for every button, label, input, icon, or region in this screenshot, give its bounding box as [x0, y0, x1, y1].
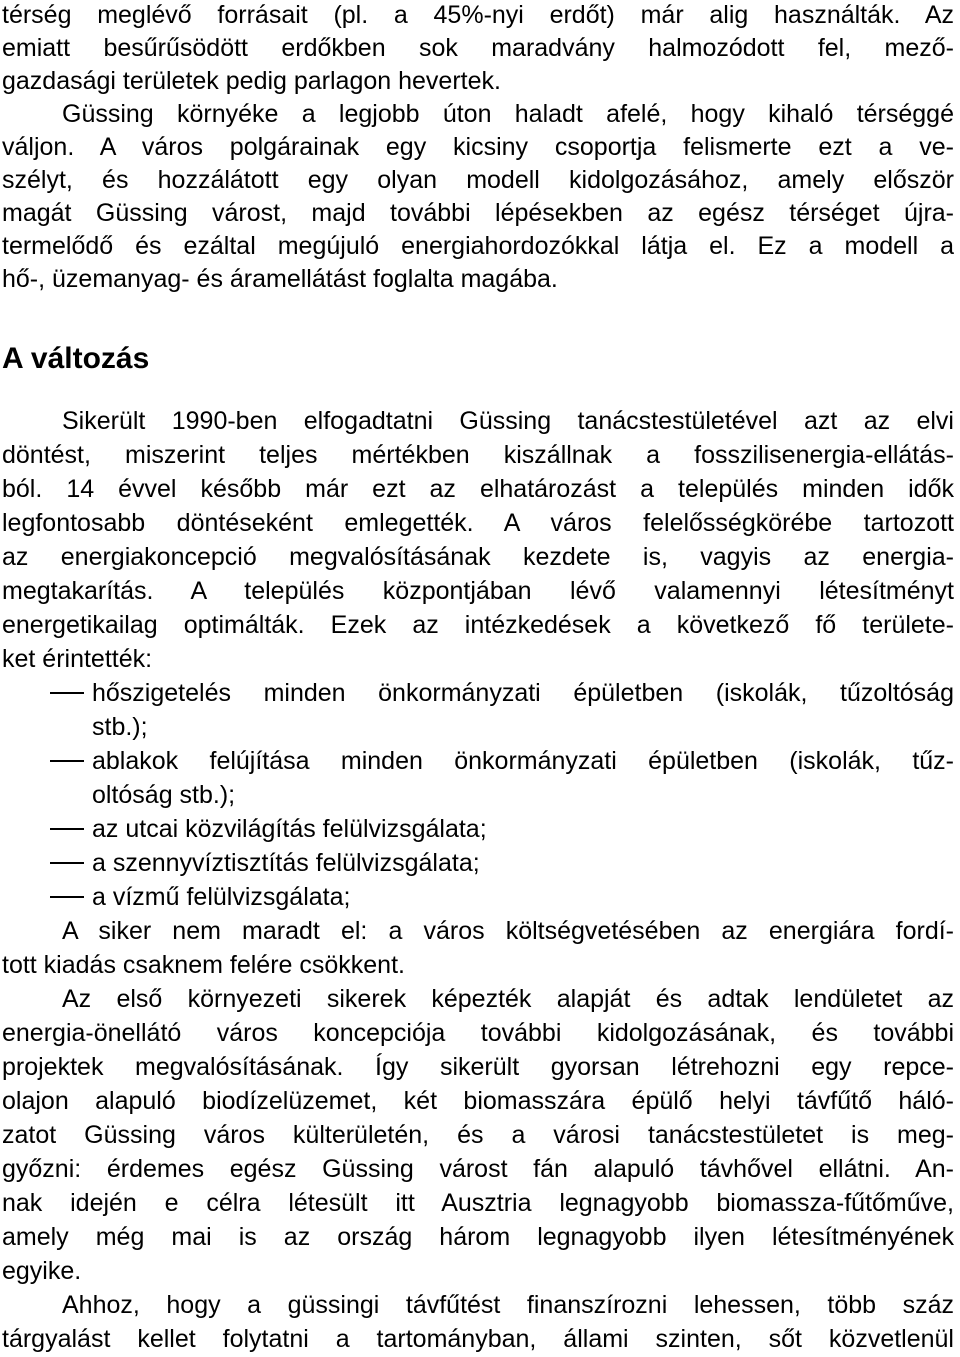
text-line: olajon alapuló biodízelüzemet, két biomasszára épülő helyi távfűtő háló-	[2, 1087, 954, 1115]
text-line: termelődő és ezáltal megújuló energiahordozókkal látja el. Ez a modell a	[2, 232, 954, 260]
text-line: egyike.	[2, 1257, 82, 1285]
text-line: megtakarítás. A település központjában lévő valamennyi létesítményt	[2, 577, 954, 605]
dash-bullet-icon	[50, 828, 84, 830]
text-line: emiatt besűrűsödött erdőkben sok maradvány halmozódott fel, mező-	[2, 34, 954, 62]
text-line: döntést, miszerint teljes mértékben kiszállnak a fosszilisenergia-ellátás-	[2, 441, 954, 469]
text-line: Ahhoz, hogy a güssingi távfűtést finanszírozni lehessen, több száz	[62, 1291, 954, 1319]
text-line: ból. 14 évvel később már ezt az elhatározást a település minden idők	[2, 475, 954, 503]
list-item-continuation: oltóság stb.);	[92, 781, 236, 809]
text-line: győzni: érdemes egész Güssing várost fán alapuló távhővel ellátni. An-	[2, 1155, 954, 1183]
text-line: energia-önellátó város koncepciója további kidolgozásának, és további	[2, 1019, 954, 1047]
list-item-continuation: stb.);	[92, 713, 148, 741]
text-line: tárgyalást kellet folytatni a tartományban, állami szinten, sőt közvetlenül	[2, 1325, 954, 1353]
text-line: váljon. A város polgárainak egy kicsiny csoportja felismerte ezt a ve-	[2, 133, 954, 161]
text-line: nak idején e célra létesült itt Ausztria legnagyobb biomassza-fűtőműve,	[2, 1189, 954, 1217]
text-line: tott kiadás csaknem felére csökkent.	[2, 951, 405, 979]
text-line: Az első környezeti sikerek képezték alapját és adtak lendületet az	[62, 985, 954, 1013]
text-line: magát Güssing várost, majd további lépésekben az egész térséget újra-	[2, 199, 954, 227]
text-line: A siker nem maradt el: a város költségvetésében az energiára fordí-	[62, 917, 954, 945]
text-line: zatot Güssing város külterületén, és a városi tanácstestületet is meg-	[2, 1121, 954, 1149]
dash-bullet-icon	[50, 862, 84, 864]
text-line: térség meglévő forrásait (pl. a 45%-nyi erdőt) már alig használták. Az	[2, 1, 954, 29]
list-item: hőszigetelés minden önkormányzati épületben (iskolák, tűzoltóság	[92, 679, 954, 707]
list-item: ablakok felújítása minden önkormányzati épületben (iskolák, tűz-	[92, 747, 954, 775]
text-line: Sikerült 1990-ben elfogadtatni Güssing tanácstestületével azt az elvi	[62, 407, 954, 435]
text-line: hő-, üzemanyag- és áramellátást foglalta magába.	[2, 265, 558, 293]
text-line: gazdasági területek pedig parlagon hevertek.	[2, 67, 501, 95]
text-line: amely még mai is az ország három legnagyobb ilyen létesítményének	[2, 1223, 954, 1251]
section-heading: A változás	[2, 342, 150, 375]
text-line: Güssing környéke a legjobb úton haladt afelé, hogy kihaló térséggé	[62, 100, 954, 128]
text-line: legfontosabb döntéseként emlegették. A város felelősségkörébe tartozott	[2, 509, 954, 537]
text-line: szélyt, és hozzálátott egy olyan modell kidolgozásához, amely először	[2, 166, 954, 194]
dash-bullet-icon	[50, 692, 84, 694]
text-line: ket érintették:	[2, 645, 153, 673]
text-line: energetikailag optimálták. Ezek az intézkedések a következő fő területe-	[2, 611, 954, 639]
dash-bullet-icon	[50, 760, 84, 762]
list-item: a szennyvíztisztítás felülvizsgálata;	[92, 849, 480, 877]
text-line: projektek megvalósításának. Így sikerült gyorsan létrehozni egy repce-	[2, 1053, 954, 1081]
list-item: az utcai közvilágítás felülvizsgálata;	[92, 815, 487, 843]
dash-bullet-icon	[50, 896, 84, 898]
text-line: az energiakoncepció megvalósításának kezdete is, vagyis az energia-	[2, 543, 954, 571]
list-item: a vízmű felülvizsgálata;	[92, 883, 351, 911]
